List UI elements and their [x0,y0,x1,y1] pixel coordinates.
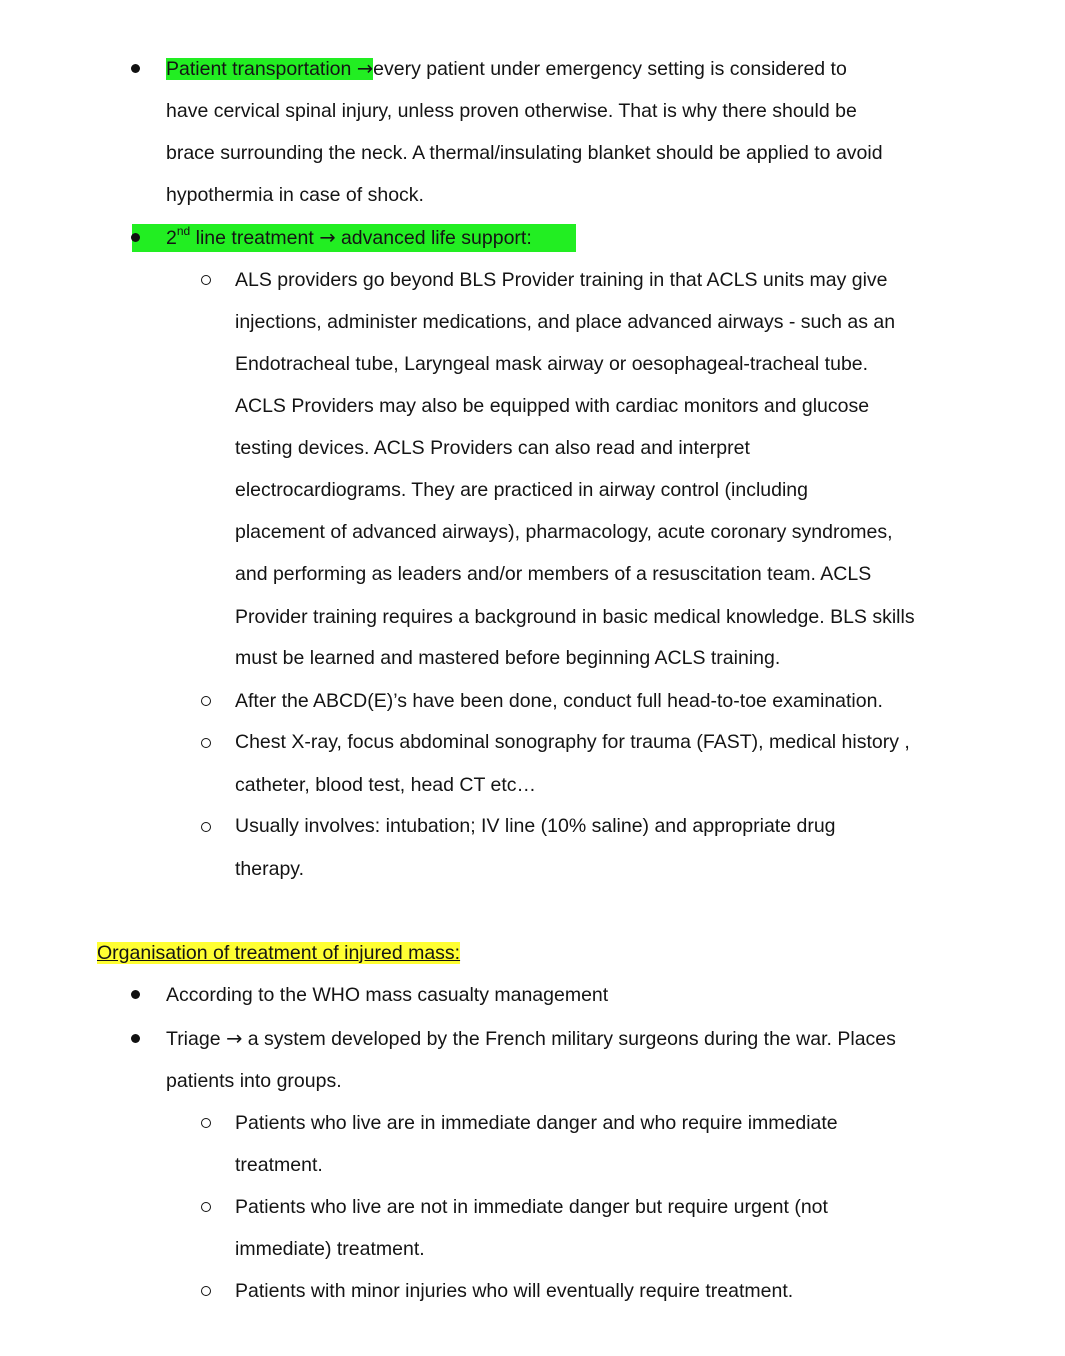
bullet-icon [131,1034,140,1043]
transport-line-4: hypothermia in case of shock. [166,184,424,206]
transport-highlight: Patient transportation → [166,57,374,80]
involves-line-1: Usually involves: intubation; IV line (10% saline) and appropriate drug [235,815,836,837]
sub-bullet-icon [201,738,211,748]
als-line-8: and performing as leaders and/or members of a resuscitation team. ACLS [235,563,872,585]
involves-line-2: therapy. [235,858,305,880]
sub-bullet-icon [201,275,211,285]
triage-sub1-line-1: Patients who live are in immediate danger and who require immediate [235,1112,838,1134]
transport-line-1: Patient transportation →every patient under emergency setting is considered to [166,57,847,80]
als-line-1: ALS providers go beyond BLS Provider training in that ACLS units may give [235,269,888,291]
sub-bullet-icon [201,696,211,706]
sub-bullet-icon [201,822,211,832]
bullet-icon [131,233,140,242]
triage-sub2-line-2: immediate) treatment. [235,1238,425,1260]
als-line-3: Endotracheal tube, Laryngeal mask airway or oesophageal-tracheal tube. [235,353,869,375]
bullet-icon [131,990,140,999]
als-line-7: placement of advanced airways), pharmacology, acute coronary syndromes, [235,521,893,543]
section-heading-text: Organisation of treatment of injured mass: [97,942,461,964]
xray-line-2: catheter, blood test, head CT etc… [235,774,536,796]
als-line-2: injections, administer medications, and place advanced airways - such as an [235,311,896,333]
sub-bullet-icon [201,1202,211,1212]
triage-sub2-line-1: Patients who live are not in immediate danger but require urgent (not [235,1196,828,1218]
transport-line-2: have cervical spinal injury, unless proven otherwise. That is why there should be [166,100,857,122]
triage-line-2: patients into groups. [166,1070,342,1092]
xray-line-1: Chest X-ray, focus abdominal sonography for trauma (FAST), medical history , [235,731,910,753]
als-line-9: Provider training requires a background in basic medical knowledge. BLS skills [235,606,915,628]
als-line-10: must be learned and mastered before beginning ACLS training. [235,647,781,669]
who-line: According to the WHO mass casualty management [166,984,609,1006]
bullet-icon [131,64,140,73]
section-heading [97,939,460,967]
sub-bullet-icon [201,1118,211,1128]
als-line-5: testing devices. ACLS Providers can also read and interpret [235,437,750,459]
als-line-6: electrocardiograms. They are practiced in airway control (including [235,479,808,501]
second-line-heading: 2nd line treatment → advanced life support: [166,223,532,249]
triage-sub3-line-1: Patients with minor injuries who will eventually require treatment. [235,1280,794,1302]
triage-line-1: Triage → a system developed by the French military surgeons during the war. Places [166,1027,896,1050]
transport-line-3: brace surrounding the neck. A thermal/insulating blanket should be applied to avoid [166,142,883,164]
sub-bullet-icon [201,1286,211,1296]
abcde-line-1: After the ABCD(E)’s have been done, conduct full head-to-toe examination. [235,690,883,712]
als-line-4: ACLS Providers may also be equipped with cardiac monitors and glucose [235,395,870,417]
triage-sub1-line-2: treatment. [235,1154,323,1176]
